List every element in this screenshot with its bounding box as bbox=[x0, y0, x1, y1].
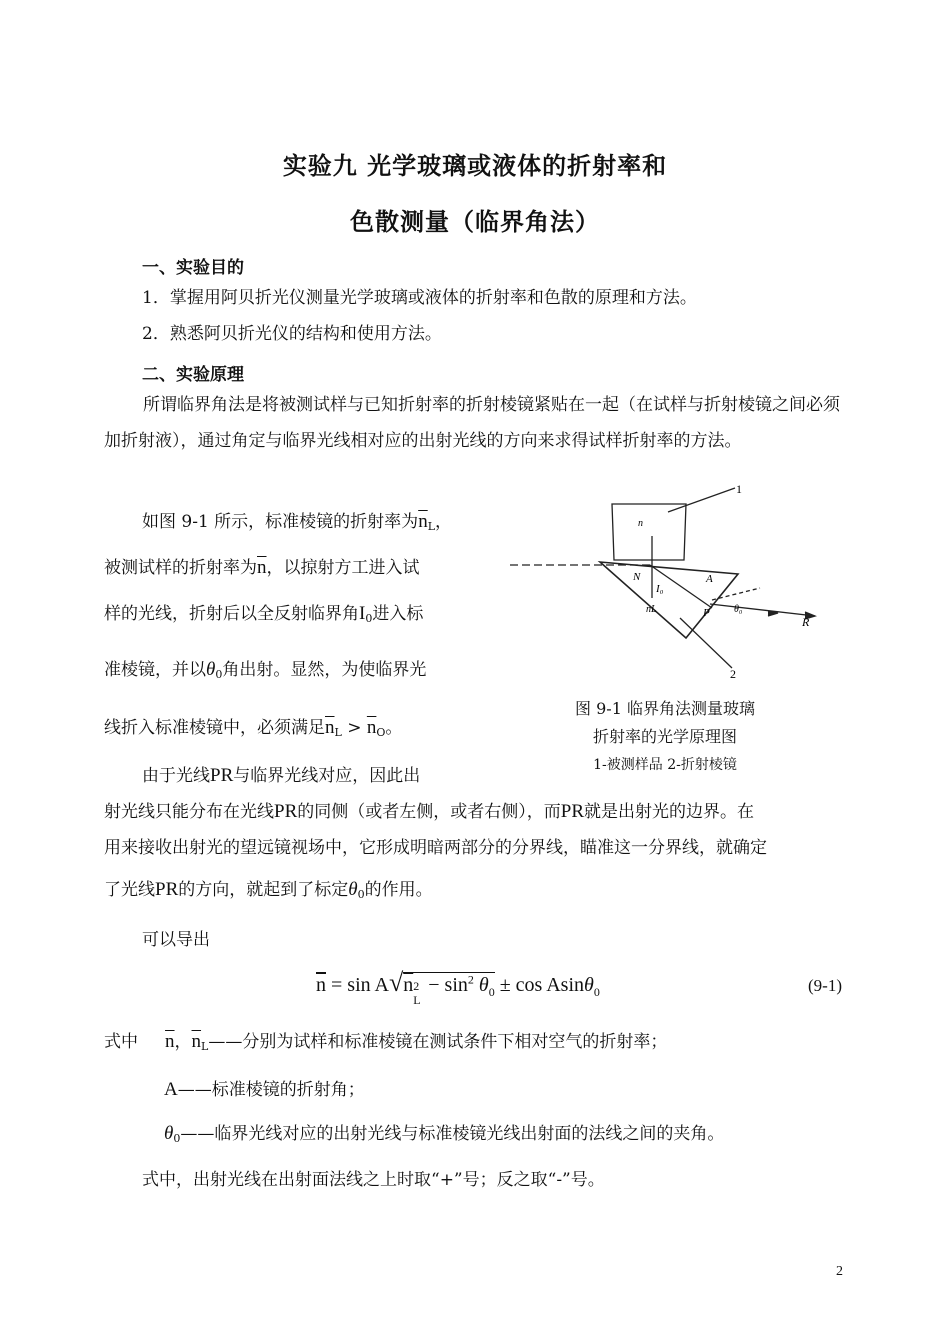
purpose-item-2: 2．熟悉阿贝折光仪的结构和使用方法。 bbox=[142, 324, 442, 344]
exit-normal bbox=[712, 588, 760, 600]
leader-line-2 bbox=[680, 618, 732, 668]
label-R: R bbox=[802, 615, 810, 629]
para2-line-2: 被测试样的折射率为$\overline{n}$，以掠射方工进入试 bbox=[104, 557, 420, 578]
prism-triangle bbox=[600, 562, 738, 638]
formula-9-1: $\overline{n} = \sin A√n$ 2 L − $\sin^2 \theta_0 \pm \cos Asin\theta_0$ bbox=[316, 968, 600, 1007]
page-title-line2: 色散测量（临界角法） bbox=[350, 208, 600, 236]
label-N: N bbox=[633, 571, 641, 583]
figure-9-1-diagram bbox=[500, 478, 830, 683]
label-2: 2 bbox=[730, 667, 736, 681]
label-A: A bbox=[706, 573, 713, 585]
emergent-ray bbox=[710, 604, 815, 616]
derive-text: 可以导出 bbox=[142, 930, 210, 950]
para3-line-2: 射光线只能分布在光线PR的同侧（或者左侧，或者右侧），而PR就是出射光的边界。在 bbox=[104, 801, 754, 822]
where-line-2: A——标准棱镜的折射角； bbox=[164, 1079, 365, 1100]
label-P: P bbox=[703, 607, 710, 619]
section-heading-principle: 二、实验原理 bbox=[142, 365, 244, 385]
para2-line-5: 线折入标准棱镜中，必须满足$\overline{n}L > \overline{n}O$。 bbox=[104, 717, 403, 739]
label-I0: I₀ bbox=[656, 583, 664, 595]
page-number: 2 bbox=[836, 1264, 843, 1279]
leader-line-1 bbox=[668, 488, 735, 512]
figure-caption-3: 1-被测样品 2-折射棱镜 bbox=[593, 757, 737, 773]
figure-caption-2: 折射率的光学原理图 bbox=[592, 727, 737, 746]
sign-note: 式中，出射光线在出射面法线之上时取“+”号；反之取“-”号。 bbox=[142, 1170, 605, 1190]
where-line-3: θ0——临界光线对应的出射光线与标准棱镜光线出射面的法线之间的夹角。 bbox=[164, 1123, 725, 1145]
para3-line-3: 用来接收出射光的望远镜视场中，它形成明暗两部分的分界线，瞄准这一分界线，就确定 bbox=[104, 838, 767, 858]
para3-line-1: 由于光线PR与临界光线对应，因此出 bbox=[142, 765, 421, 786]
page-title-line1: 实验九 光学玻璃或液体的折射率和 bbox=[282, 152, 668, 180]
label-theta0: θ₀ bbox=[734, 604, 743, 615]
para2-line-3: 样的光线，折射后以全反射临界角I0进入标 bbox=[104, 603, 424, 625]
label-nL: nL bbox=[646, 604, 657, 615]
where-line-1: 式中 $\overline{n}$，$\overline{n}L——$分别为试样和标准棱镜在测试条件下相对空气的折射率； bbox=[104, 1031, 668, 1053]
para2-line-1: 如图 9-1 所示，标准棱镜的折射率为$\overline{n}L$， bbox=[142, 511, 452, 533]
para2-line-4: 准棱镜，并以θ0角出射。显然，为使临界光 bbox=[104, 659, 427, 681]
section-heading-purpose: 一、实验目的 bbox=[142, 258, 244, 278]
para3-line-4: 了光线PR的方向，就起到了标定θ0的作用。 bbox=[104, 879, 433, 901]
label-1: 1 bbox=[736, 482, 742, 496]
principle-paragraph-1: 所谓临界角法是将被测试样与已知折射率的折射棱镜紧贴在一起（在试样与折射棱镜之间必须加折射液），通过角定与临界光线相对应的出射光线的方向来求得试样折射率的方法。 bbox=[104, 395, 840, 451]
figure-caption-1: 图 9-1 临界角法测量玻璃 bbox=[575, 699, 755, 718]
label-n: n bbox=[638, 518, 643, 529]
purpose-item-1: 1．掌握用阿贝折光仪测量光学玻璃或液体的折射率和色散的原理和方法。 bbox=[142, 288, 697, 308]
sample-block bbox=[612, 504, 686, 560]
formula-label: (9-1) bbox=[808, 976, 842, 995]
